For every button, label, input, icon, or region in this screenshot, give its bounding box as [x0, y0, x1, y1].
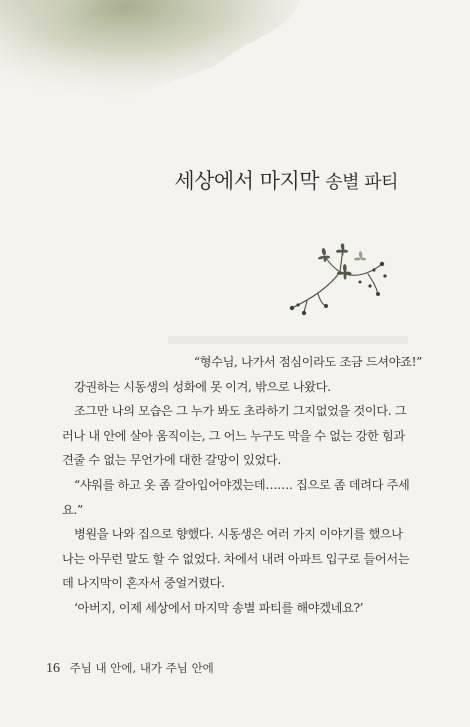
paragraph-line: 병원을 나와 집으로 향했다. 시동생은 여러 가지 이야기를 했으나: [74, 527, 403, 542]
paragraph-line: 데 나지막이 혼자서 중얼거렸다.: [62, 576, 225, 591]
paragraph-line: ‘아버지, 이제 세상에서 마지막 송별 파티를 해야겠네요?’: [74, 600, 364, 615]
page-number: 16: [46, 661, 60, 676]
paragraph-line: 러나 내 안에 살아 움직이는, 그 어느 누구도 막을 수 없는 강한 힘과: [62, 428, 405, 443]
title-small: 송별 파티: [325, 172, 398, 193]
watercolor-wash: [0, 0, 470, 150]
paragraph-line: 견줄 수 없는 무언가에 대한 갈망이 있었다.: [62, 453, 281, 468]
paragraph-line: 강권하는 시동생의 성화에 못 이겨, 밖으로 나왔다.: [74, 379, 331, 394]
flower-illustration: [282, 228, 392, 328]
running-title: 주님 내 안에, 내가 주님 안에: [69, 661, 214, 675]
paragraph-line: 요.”: [62, 502, 83, 517]
paragraph-line: “형수님, 나가서 점심이라도 조금 드셔야죠!”: [193, 355, 422, 369]
paragraph-line: “샤워를 하고 옷 좀 갈아입어야겠는데……. 집으로 좀 데려다 주세: [74, 477, 410, 492]
page-footer: [46, 660, 214, 677]
body-text: [62, 350, 422, 621]
page-title: [174, 165, 398, 195]
paragraph-line: 나는 아무런 말도 할 수 없었다. 차에서 내려 아파트 입구로 들어서는: [62, 551, 410, 566]
title-main: 세상에서 마지막: [174, 169, 320, 193]
paragraph-line: 조그만 나의 모습은 그 누가 봐도 초라하기 그지없었을 것이다. 그: [74, 404, 407, 419]
